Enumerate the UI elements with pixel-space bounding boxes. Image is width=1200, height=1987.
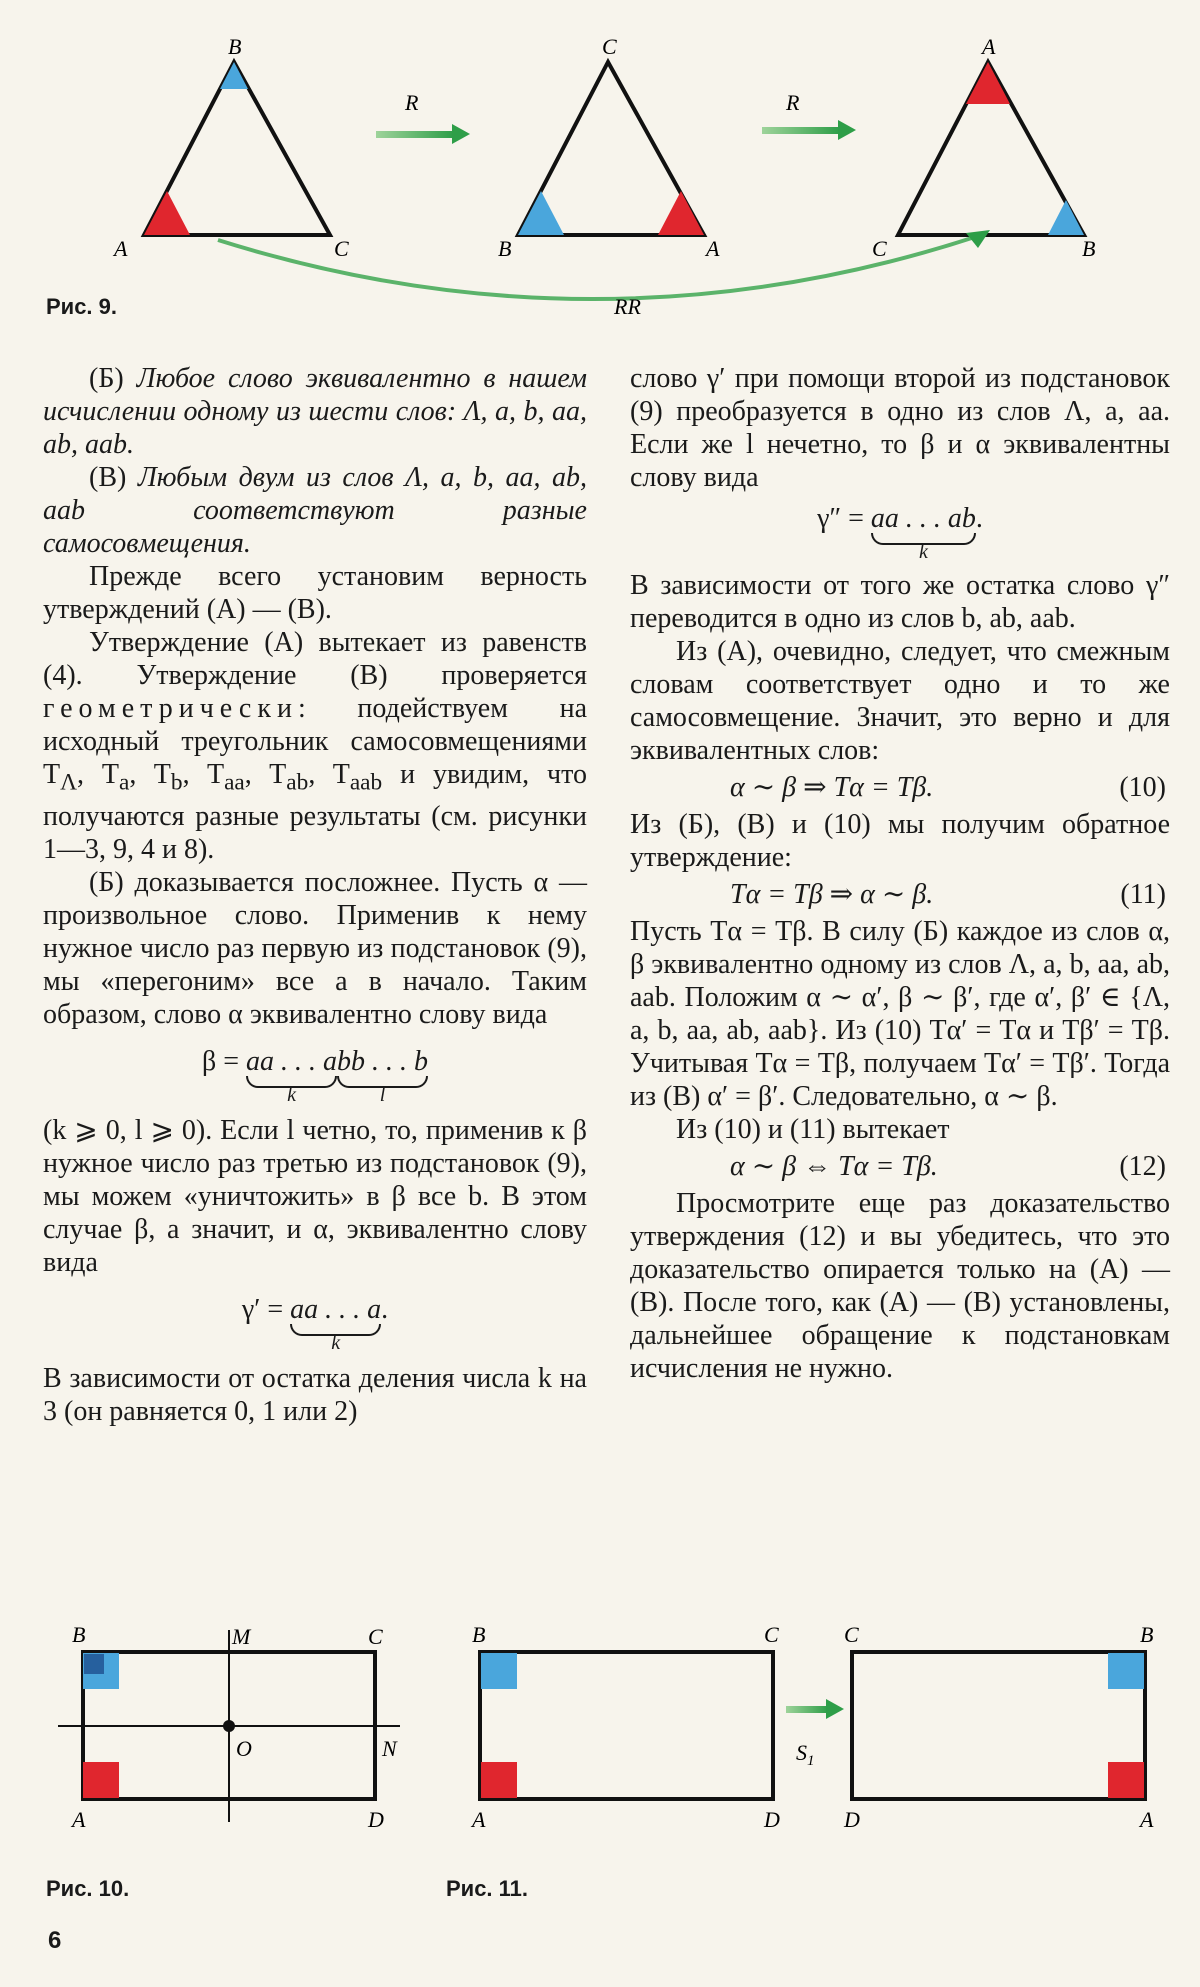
tri1-top-label: B (228, 34, 242, 59)
tri2-right-label: A (706, 236, 720, 261)
arrow-s1 (786, 1699, 844, 1769)
arrow-r-2-label: R (786, 90, 800, 115)
equation-10: α ∼ β ⇒ Tα = Tβ. (10) (730, 772, 1166, 803)
tri3-left-label: C (872, 236, 887, 261)
fig10-label-A: A (72, 1807, 86, 1832)
fig11-r2-bl: D (844, 1807, 860, 1832)
fig10-label-O: O (236, 1736, 252, 1761)
fig11-r1-bl: A (472, 1807, 486, 1832)
figure-10-caption: Рис. 10. (46, 1876, 130, 1901)
statement-v: (В) Любым двум из слов Λ, a, b, aa, ab, aab соответствуют разные самосовмещения. (43, 462, 587, 559)
fig10-label-N: N (382, 1736, 397, 1761)
arc-rr-label: RR (614, 294, 641, 319)
tri1-left-label: A (114, 236, 128, 261)
triangle-1 (112, 34, 349, 261)
tri1-right-label: C (334, 236, 349, 261)
figure-10 (0, 1600, 430, 1840)
paragraph-r4: Из (Б), (В) и (10) мы получим обратное утверждение: (630, 809, 1170, 873)
right-column (630, 362, 1170, 1385)
arrow-s1-label: $S_1$ (796, 1740, 815, 1769)
equation-11: Tα = Tβ ⇒ α ∼ β. (11) (730, 879, 1166, 910)
paragraph-4: (k ⩾ 0, l ⩾ 0). Если l четно, то, применив к β нужное число раз третью из подстановок (9), мы можем «уничтожить» в β все b. В этом случае β, а значит, и α, эквивалентно слову вида (43, 1114, 587, 1278)
paragraph-r6: Из (10) и (11) вытекает (676, 1114, 950, 1145)
fig10-label-M: M (232, 1624, 251, 1649)
equation-gamma-prime: γ′ = aa . . . a k . (241, 1293, 389, 1354)
paragraph-r7: Просмотрите еще раз доказательство утверждения (12) и вы убедитесь, что это доказательство опирается только на (А) — (В). После того, как (А) — (В) установлены, дальнейшее обращение к подстановкам исчисления не нужно. (630, 1188, 1170, 1384)
fig11-r1-tr: C (764, 1622, 779, 1647)
page-number: 6 (48, 1927, 62, 1954)
equation-gamma-double-prime: γ″ = aa . . . ab k . (817, 503, 983, 563)
arrow-r-2 (762, 90, 856, 140)
fig11-r1-tl: B (472, 1622, 486, 1647)
statement-b: (Б) Любое слово эквивалентно в нашем исчислении одному из шести слов: Λ, a, b, aa, ab, aab. (43, 363, 588, 460)
tri3-top-label: A (982, 34, 996, 59)
triangle-2 (498, 34, 720, 261)
figure-11 (430, 1600, 1170, 1840)
paragraph-2: Утверждение (А) вытекает из равенств (4). Утверждение (В) проверяется геометрически: подействуем на исходный треугольник самосовмещениями $T_\Lambda$, $T_a$, $T_b$, $T_{aa}$, $T_{ab}$, $T_{aab}$ и увидим, что получаются разные результаты (см. рисунки 1—3, 9, 4 и 8). (43, 627, 587, 865)
arrow-r-1-label: R (405, 90, 419, 115)
fig11-r2-br: A (1140, 1807, 1154, 1832)
fig10-label-B: B (72, 1622, 86, 1647)
paragraph-1: Прежде всего установим верность утверждений (А) — (В). (43, 561, 587, 625)
tri2-left-label: B (498, 236, 512, 261)
figure-9 (0, 0, 1200, 330)
fig11-r2-tr: B (1140, 1622, 1154, 1647)
arrow-r-1 (376, 90, 470, 144)
paragraph-3: (Б) доказывается посложнее. Пусть α — произвольное слово. Применив к нему нужное число раз первую из подстановок (9), мы «перегоним» все a в начало. Таким образом, слово α эквивалентно слову вида (43, 866, 587, 1030)
fig11-r1-br: D (764, 1807, 780, 1832)
equation-12: α ∼ β ⇔ Tα = Tβ. (12) (730, 1151, 1166, 1182)
fig11-r2-tl: C (844, 1622, 859, 1647)
equation-beta: β = aa . . . a k bb . . . b l (201, 1045, 429, 1106)
triangle-3 (872, 34, 1095, 261)
tri2-top-label: C (602, 34, 617, 59)
tri3-right-label: B (1082, 236, 1096, 261)
paragraph-r1: слово γ′ при помощи второй из подстановок (9) преобразуется в одно из слов Λ, a, aa. Если же l нечетно, то β и α эквивалентны слову вида (630, 363, 1170, 493)
left-column (43, 362, 587, 1428)
figure-9-caption: Рис. 9. (46, 294, 118, 319)
paragraph-r2: В зависимости от того же остатка слово γ″ переводится в одно из слов b, ab, aab. (630, 570, 1170, 634)
fig10-label-C: C (368, 1624, 383, 1649)
paragraph-r3: Из (А), очевидно, следует, что смежным словам соответствует одно и то же самосовмещение. Значит, это верно и для эквивалентных слов: (630, 636, 1170, 766)
paragraph-5: В зависимости от остатка деления числа k на 3 (он равняется 0, 1 или 2) (43, 1362, 587, 1427)
fig10-label-D: D (368, 1807, 384, 1832)
paragraph-r5: Пусть Tα = Tβ. В силу (Б) каждое из слов α, β эквивалентно одному из слов Λ, a, b, aa, ab, aab. Положим α ∼ α′, β ∼ β′, где α′, β′ ∈ {Λ, a, b, aa, ab, aab}. Из (10) Tα′ = Tα и Tβ′ = Tβ. Учитывая Tα = Tβ, получаем Tα′ = Tβ′. Тогда из (В) α′ = β′. Следовательно, α ∼ β. (630, 916, 1170, 1112)
figure-11-caption: Рис. 11. (446, 1876, 529, 1901)
